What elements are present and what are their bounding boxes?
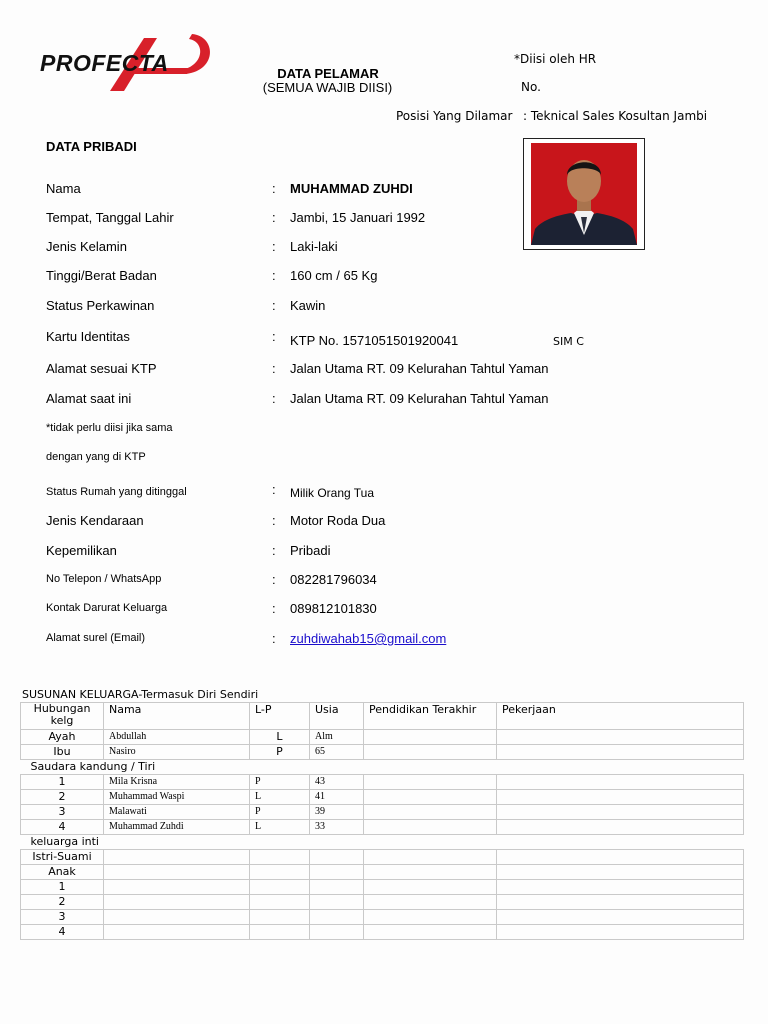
cell-gender [250, 880, 310, 895]
cell-name: Muhammad Waspi [104, 790, 250, 805]
header-relation: Hubungan kelg [21, 703, 104, 730]
label-email: Alamat surel (Email) [46, 632, 146, 644]
colon: : [272, 268, 276, 283]
family-section-title: SUSUNAN KELUARGA-Termasuk Diri Sendiri [22, 688, 259, 701]
company-logo [40, 30, 218, 94]
cell-relation: 2 [21, 895, 104, 910]
cell-gender [250, 850, 310, 865]
cell-occupation [497, 865, 744, 880]
email-link[interactable]: zuhdiwahab15@gmail.com [290, 631, 447, 646]
label-house-status: Status Rumah yang ditinggal [46, 486, 187, 498]
colon: : [272, 631, 276, 646]
cell-education [364, 895, 497, 910]
cell-education [364, 865, 497, 880]
cell-relation: 3 [21, 910, 104, 925]
table-row [21, 730, 744, 745]
number-label: No. [521, 80, 541, 94]
table-row [21, 820, 744, 835]
header-education: Pendidikan Terakhir [364, 703, 497, 730]
header-name: Nama [104, 703, 250, 730]
cell-occupation [497, 730, 744, 745]
colon: : [272, 601, 276, 616]
cell-age: Alm [310, 730, 364, 745]
value-phone: 082281796034 [290, 572, 377, 587]
cell-education [364, 850, 497, 865]
label-address-current: Alamat saat ini [46, 391, 132, 406]
cell-education [364, 820, 497, 835]
colon: : [272, 513, 276, 528]
cell-relation: 1 [21, 880, 104, 895]
cell-relation: 4 [21, 820, 104, 835]
cell-education [364, 925, 497, 940]
cell-name [104, 895, 250, 910]
cell-age: 33 [310, 820, 364, 835]
cell-age: 39 [310, 805, 364, 820]
cell-relation: 4 [21, 925, 104, 940]
cell-gender: P [250, 775, 310, 790]
value-ownership: Pribadi [290, 543, 331, 558]
core-family-label: keluarga inti [21, 835, 744, 850]
cell-age: 41 [310, 790, 364, 805]
position-value: : Teknical Sales Kosultan Jambi [523, 109, 708, 123]
header-gender: L-P [250, 703, 310, 730]
value-emergency-contact: 089812101830 [290, 601, 377, 616]
cell-name: Mila Krisna [104, 775, 250, 790]
cell-name: Malawati [104, 805, 250, 820]
table-header-row [21, 703, 744, 730]
colon: : [272, 482, 276, 497]
table-row [21, 880, 744, 895]
label-emergency-contact: Kontak Darurat Keluarga [46, 602, 168, 614]
cell-gender: L [250, 730, 310, 745]
cell-education [364, 805, 497, 820]
value-marital: Kawin [290, 298, 326, 313]
note-line-2: dengan yang di KTP [46, 451, 146, 463]
cell-education [364, 745, 497, 760]
value-address-ktp: Jalan Utama RT. 09 Kelurahan Tahtul Yaman [290, 361, 549, 376]
cell-name: Nasiro [104, 745, 250, 760]
header-age: Usia [310, 703, 364, 730]
cell-gender: L [250, 820, 310, 835]
cell-age [310, 910, 364, 925]
cell-gender [250, 910, 310, 925]
cell-name [104, 925, 250, 940]
cell-age [310, 880, 364, 895]
value-id-card: KTP No. 1571051501920041 [290, 333, 459, 348]
label-marital: Status Perkawinan [46, 298, 155, 313]
cell-age: 43 [310, 775, 364, 790]
label-ttl: Tempat, Tanggal Lahir [46, 210, 174, 225]
table-row [21, 805, 744, 820]
value-address-current: Jalan Utama RT. 09 Kelurahan Tahtul Yaman [290, 391, 549, 406]
cell-gender: L [250, 790, 310, 805]
cell-gender [250, 895, 310, 910]
header-occupation: Pekerjaan [497, 703, 744, 730]
cell-relation: 2 [21, 790, 104, 805]
cell-occupation [497, 910, 744, 925]
table-row [21, 910, 744, 925]
logo-text: PROFECTA [40, 50, 169, 76]
cell-relation: Ibu [21, 745, 104, 760]
siblings-label: Saudara kandung / Tiri [21, 760, 744, 775]
label-nama: Nama [46, 181, 81, 196]
cell-age [310, 865, 364, 880]
colon: : [272, 572, 276, 587]
table-row [21, 865, 744, 880]
cell-occupation [497, 745, 744, 760]
cell-gender: P [250, 745, 310, 760]
family-table [20, 702, 744, 940]
table-row [21, 745, 744, 760]
table-row [21, 790, 744, 805]
cell-education [364, 880, 497, 895]
siblings-section-row [21, 760, 744, 775]
core-family-section-row [21, 835, 744, 850]
colon: : [272, 298, 276, 313]
form-subtitle: (SEMUA WAJIB DIISI) [262, 80, 393, 95]
cell-occupation [497, 880, 744, 895]
cell-occupation [497, 775, 744, 790]
label-id-card: Kartu Identitas [46, 329, 130, 344]
table-row [21, 895, 744, 910]
cell-age [310, 895, 364, 910]
cell-relation: Istri-Suami [21, 850, 104, 865]
value-nama: MUHAMMAD ZUHDI [290, 181, 413, 196]
label-gender: Jenis Kelamin [46, 239, 127, 254]
cell-name [104, 850, 250, 865]
cell-relation: Anak [21, 865, 104, 880]
colon: : [272, 210, 276, 225]
note-line-1: *tidak perlu diisi jika sama [46, 422, 173, 434]
cell-name [104, 865, 250, 880]
colon: : [272, 329, 276, 344]
cell-name [104, 880, 250, 895]
cell-education [364, 775, 497, 790]
hr-note: *Diisi oleh HR [514, 52, 597, 66]
cell-gender [250, 925, 310, 940]
cell-name [104, 910, 250, 925]
table-row [21, 925, 744, 940]
cell-occupation [497, 895, 744, 910]
cell-gender: P [250, 805, 310, 820]
cell-relation: 3 [21, 805, 104, 820]
cell-occupation [497, 850, 744, 865]
label-ownership: Kepemilikan [46, 543, 117, 558]
cell-occupation [497, 925, 744, 940]
value-vehicle: Motor Roda Dua [290, 513, 386, 528]
cell-age [310, 850, 364, 865]
cell-age: 65 [310, 745, 364, 760]
label-phone: No Telepon / WhatsApp [46, 573, 162, 585]
label-height-weight: Tinggi/Berat Badan [46, 268, 157, 283]
colon: : [272, 391, 276, 406]
form-title: DATA PELAMAR [277, 66, 379, 81]
colon: : [272, 361, 276, 376]
section-title-personal: DATA PRIBADI [46, 139, 137, 154]
label-vehicle: Jenis Kendaraan [46, 513, 144, 528]
label-address-ktp: Alamat sesuai KTP [46, 361, 157, 376]
cell-education [364, 790, 497, 805]
cell-occupation [497, 790, 744, 805]
sim-label: SIM C [553, 335, 584, 348]
colon: : [272, 181, 276, 196]
colon: : [272, 543, 276, 558]
cell-relation: 1 [21, 775, 104, 790]
colon: : [272, 239, 276, 254]
cell-name: Muhammad Zuhdi [104, 820, 250, 835]
applicant-photo [523, 138, 645, 250]
table-row [21, 850, 744, 865]
value-height-weight: 160 cm / 65 Kg [290, 268, 378, 283]
table-row [21, 775, 744, 790]
cell-relation: Ayah [21, 730, 104, 745]
cell-education [364, 730, 497, 745]
value-ttl: Jambi, 15 Januari 1992 [290, 210, 426, 225]
cell-education [364, 910, 497, 925]
cell-gender [250, 865, 310, 880]
cell-age [310, 925, 364, 940]
cell-name: Abdullah [104, 730, 250, 745]
value-gender: Laki-laki [290, 239, 338, 254]
cell-occupation [497, 820, 744, 835]
cell-occupation [497, 805, 744, 820]
position-label: Posisi Yang Dilamar [396, 109, 513, 123]
photo-portrait [531, 143, 637, 245]
value-house-status: Milik Orang Tua [290, 486, 375, 500]
